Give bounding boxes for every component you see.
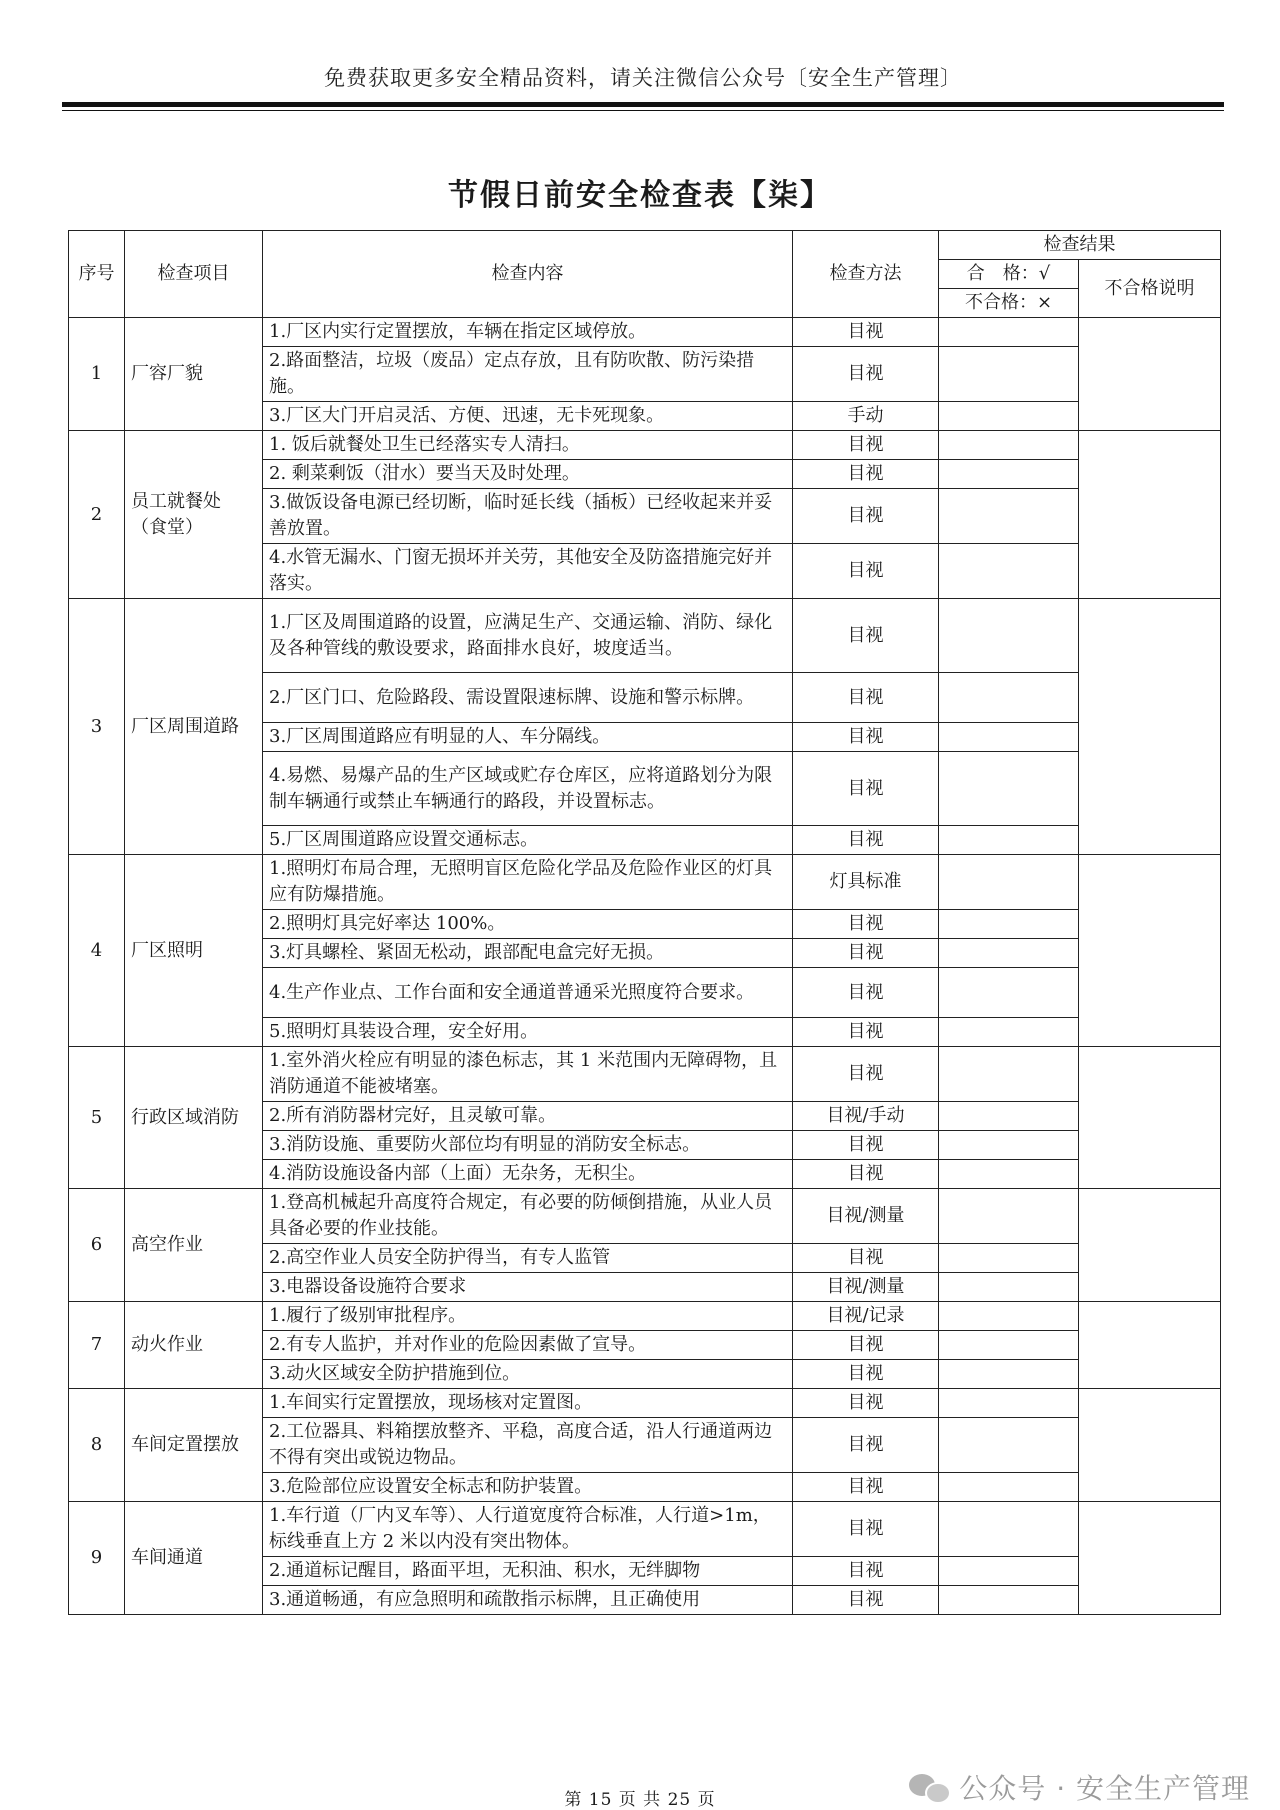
- check-method: 目视: [793, 968, 939, 1018]
- section-item: 行政区域消防: [125, 1047, 263, 1189]
- section-item: 员工就餐处（食堂）: [125, 431, 263, 599]
- col-note-header: 不合格说明: [1079, 260, 1221, 318]
- check-content: 3.电器设备设施符合要求: [263, 1273, 793, 1302]
- result-cell: [939, 1102, 1079, 1131]
- check-content: 3.厂区大门开启灵活、方便、迅速，无卡死现象。: [263, 402, 793, 431]
- check-content: 4.消防设施设备内部（上面）无杂务，无积尘。: [263, 1160, 793, 1189]
- watermark-text: 公众号 · 安全生产管理: [959, 1772, 1250, 1805]
- check-method: 目视: [793, 460, 939, 489]
- document-title: 节假日前安全检查表【柒】: [448, 178, 832, 213]
- section-number: 9: [69, 1502, 125, 1615]
- fail-note-cell: [1079, 599, 1221, 855]
- check-method: 目视: [793, 1131, 939, 1160]
- result-cell: [939, 544, 1079, 599]
- section-item: 车间通道: [125, 1502, 263, 1615]
- check-method: 目视: [793, 1502, 939, 1557]
- section-item: 车间定置摆放: [125, 1389, 263, 1502]
- section-item: 厂区照明: [125, 855, 263, 1047]
- result-cell: [939, 939, 1079, 968]
- check-content: 1.厂区内实行定置摆放，车辆在指定区域停放。: [263, 318, 793, 347]
- result-cell: [939, 347, 1079, 402]
- result-cell: [939, 318, 1079, 347]
- result-cell: [939, 1189, 1079, 1244]
- check-content: 3.做饭设备电源已经切断，临时延长线（插板）已经收起来并妥善放置。: [263, 489, 793, 544]
- check-method: 目视: [793, 1389, 939, 1418]
- col-result-header: 检查结果: [939, 231, 1221, 260]
- result-cell: [939, 826, 1079, 855]
- check-method: 目视: [793, 1557, 939, 1586]
- check-method: 目视: [793, 826, 939, 855]
- check-method: 目视: [793, 544, 939, 599]
- check-content: 4.水管无漏水、门窗无损坏并关劳，其他安全及防盗措施完好并落实。: [263, 544, 793, 599]
- check-method: 目视/手动: [793, 1102, 939, 1131]
- check-content: 3.动火区域安全防护措施到位。: [263, 1360, 793, 1389]
- section-number: 2: [69, 431, 125, 599]
- section-number: 4: [69, 855, 125, 1047]
- check-method: 目视: [793, 599, 939, 673]
- table-row: [69, 855, 1221, 910]
- check-method: 目视: [793, 1244, 939, 1273]
- check-content: 2. 剩菜剩饭（泔水）要当天及时处理。: [263, 460, 793, 489]
- fail-note-cell: [1079, 1389, 1221, 1502]
- check-content: 5.照明灯具装设合理，安全好用。: [263, 1018, 793, 1047]
- table-row: [69, 1047, 1221, 1102]
- section-item: 高空作业: [125, 1189, 263, 1302]
- table-body: [69, 318, 1221, 1615]
- inspection-table: [68, 230, 1221, 1615]
- result-cell: [939, 489, 1079, 544]
- result-cell: [939, 599, 1079, 673]
- result-cell: [939, 1473, 1079, 1502]
- check-content: 1.室外消火栓应有明显的漆色标志，其 1 米范围内无障碍物，且消防通道不能被堵塞。: [263, 1047, 793, 1102]
- check-method: 目视/测量: [793, 1273, 939, 1302]
- fail-note-cell: [1079, 1502, 1221, 1615]
- table-header: [69, 231, 1221, 318]
- result-cell: [939, 752, 1079, 826]
- check-content: 3.消防设施、重要防火部位均有明显的消防安全标志。: [263, 1131, 793, 1160]
- check-method: 目视: [793, 431, 939, 460]
- check-method: 目视: [793, 318, 939, 347]
- check-content: 2.所有消防器材完好，且灵敏可靠。: [263, 1102, 793, 1131]
- check-content: 2.厂区门口、危险路段、需设置限速标牌、设施和警示标牌。: [263, 673, 793, 723]
- check-content: 5.厂区周围道路应设置交通标志。: [263, 826, 793, 855]
- check-method: 目视: [793, 939, 939, 968]
- check-content: 2.有专人监护，并对作业的危险因素做了宣导。: [263, 1331, 793, 1360]
- table-row: [69, 599, 1221, 673]
- check-content: 3.灯具螺栓、紧固无松动，跟部配电盒完好无损。: [263, 939, 793, 968]
- col-fail-header: 不合格：×: [939, 289, 1079, 318]
- check-method: 目视: [793, 752, 939, 826]
- result-cell: [939, 910, 1079, 939]
- fail-note-cell: [1079, 855, 1221, 1047]
- result-cell: [939, 1244, 1079, 1273]
- check-content: 3.危险部位应设置安全标志和防护装置。: [263, 1473, 793, 1502]
- check-method: 目视: [793, 1018, 939, 1047]
- check-content: 1.车行道（厂内叉车等）、人行道宽度符合标准，人行道>1m，标线垂直上方 2 米以内没有突出物体。: [263, 1502, 793, 1557]
- check-content: 1.登高机械起升高度符合规定，有必要的防倾倒措施，从业人员具备必要的作业技能。: [263, 1189, 793, 1244]
- result-cell: [939, 1331, 1079, 1360]
- result-cell: [939, 1047, 1079, 1102]
- result-cell: [939, 1557, 1079, 1586]
- result-cell: [939, 431, 1079, 460]
- fail-note-cell: [1079, 1302, 1221, 1389]
- check-content: 1.履行了级别审批程序。: [263, 1302, 793, 1331]
- col-method-header: 检查方法: [793, 231, 939, 318]
- check-method: 目视: [793, 723, 939, 752]
- result-cell: [939, 1273, 1079, 1302]
- check-content: 1.车间实行定置摆放，现场核对定置图。: [263, 1389, 793, 1418]
- table-row: [69, 1302, 1221, 1331]
- table-row: [69, 1502, 1221, 1557]
- section-item: 厂容厂貌: [125, 318, 263, 431]
- watermark: [909, 1767, 1250, 1807]
- check-content: 4.生产作业点、工作台面和安全通道普通采光照度符合要求。: [263, 968, 793, 1018]
- check-content: 1.厂区及周围道路的设置，应满足生产、交通运输、消防、绿化及各种管线的敷设要求，路面排水良好，坡度适当。: [263, 599, 793, 673]
- check-content: 2.高空作业人员安全防护得当，有专人监管: [263, 1244, 793, 1273]
- header-rule-thick: [62, 102, 1224, 107]
- result-cell: [939, 1131, 1079, 1160]
- result-cell: [939, 1160, 1079, 1189]
- check-content: 3.通道畅通，有应急照明和疏散指示标牌，且正确使用: [263, 1586, 793, 1615]
- check-content: 4.易燃、易爆产品的生产区域或贮存仓库区，应将道路划分为限制车辆通行或禁止车辆通行的路段，并设置标志。: [263, 752, 793, 826]
- check-method: 目视: [793, 910, 939, 939]
- result-cell: [939, 1360, 1079, 1389]
- check-method: 目视: [793, 1418, 939, 1473]
- result-cell: [939, 968, 1079, 1018]
- check-method: 目视: [793, 1331, 939, 1360]
- check-method: 灯具标准: [793, 855, 939, 910]
- check-method: 目视/测量: [793, 1189, 939, 1244]
- fail-note-cell: [1079, 1189, 1221, 1302]
- section-item: 厂区周围道路: [125, 599, 263, 855]
- section-number: 5: [69, 1047, 125, 1189]
- check-method: 目视: [793, 489, 939, 544]
- col-item-header: 检查项目: [125, 231, 263, 318]
- section-number: 7: [69, 1302, 125, 1389]
- section-number: 6: [69, 1189, 125, 1302]
- header-banner: 免费获取更多安全精品资料，请关注微信公众号〔安全生产管理〕: [324, 66, 962, 90]
- col-pass-header: 合 格：√: [939, 260, 1079, 289]
- result-cell: [939, 1018, 1079, 1047]
- fail-note-cell: [1079, 318, 1221, 431]
- table-row: [69, 318, 1221, 347]
- check-content: 2.通道标记醒目，路面平坦，无积油、积水，无绊脚物: [263, 1557, 793, 1586]
- check-content: 1.照明灯布局合理，无照明盲区危险化学品及危险作业区的灯具应有防爆措施。: [263, 855, 793, 910]
- result-cell: [939, 1302, 1079, 1331]
- col-content-header: 检查内容: [263, 231, 793, 318]
- check-content: 3.厂区周围道路应有明显的人、车分隔线。: [263, 723, 793, 752]
- check-content: 2.工位器具、料箱摆放整齐、平稳，高度合适，沿人行通道两边不得有突出或锐边物品。: [263, 1418, 793, 1473]
- page-number: 第 15 页 共 25 页: [564, 1790, 716, 1810]
- check-method: 目视: [793, 673, 939, 723]
- section-number: 3: [69, 599, 125, 855]
- result-cell: [939, 855, 1079, 910]
- result-cell: [939, 1418, 1079, 1473]
- result-cell: [939, 1586, 1079, 1615]
- check-content: 1. 饭后就餐处卫生已经落实专人清扫。: [263, 431, 793, 460]
- table-row: [69, 1189, 1221, 1244]
- result-cell: [939, 1502, 1079, 1557]
- col-no-header: 序号: [69, 231, 125, 318]
- check-method: 手动: [793, 402, 939, 431]
- section-number: 8: [69, 1389, 125, 1502]
- check-method: 目视: [793, 1160, 939, 1189]
- check-method: 目视: [793, 347, 939, 402]
- fail-note-cell: [1079, 431, 1221, 599]
- result-cell: [939, 402, 1079, 431]
- header-rule-thin: [62, 110, 1224, 111]
- fail-note-cell: [1079, 1047, 1221, 1189]
- result-cell: [939, 673, 1079, 723]
- check-method: 目视: [793, 1473, 939, 1502]
- result-cell: [939, 723, 1079, 752]
- table-row: [69, 431, 1221, 460]
- wechat-icon: [909, 1772, 949, 1802]
- check-method: 目视: [793, 1047, 939, 1102]
- section-number: 1: [69, 318, 125, 431]
- section-item: 动火作业: [125, 1302, 263, 1389]
- check-method: 目视/记录: [793, 1302, 939, 1331]
- check-content: 2.路面整洁，垃圾（废品）定点存放，且有防吹散、防污染措施。: [263, 347, 793, 402]
- check-content: 2.照明灯具完好率达 100%。: [263, 910, 793, 939]
- check-method: 目视: [793, 1586, 939, 1615]
- result-cell: [939, 1389, 1079, 1418]
- result-cell: [939, 460, 1079, 489]
- check-method: 目视: [793, 1360, 939, 1389]
- table-row: [69, 1389, 1221, 1418]
